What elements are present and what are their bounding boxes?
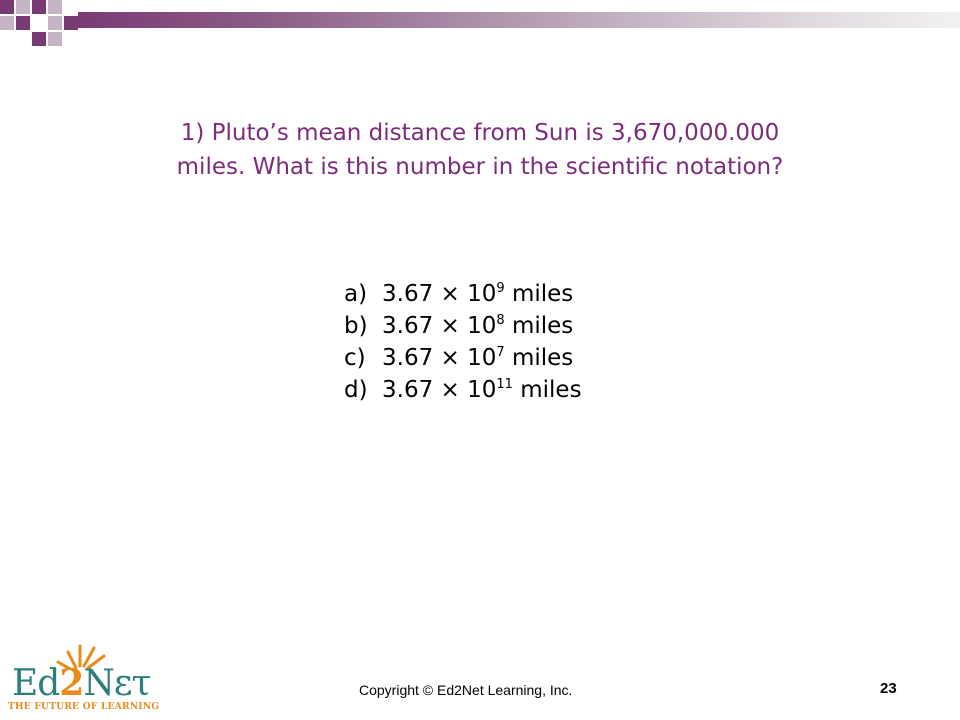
option-unit: miles	[504, 345, 574, 371]
option-c	[344, 342, 582, 374]
option-a	[344, 278, 582, 310]
question-line-1: 1) Pluto’s mean distance from Sun is 3,670,000.000	[180, 120, 780, 146]
logo-tagline: THE FUTURE OF LEARNING	[8, 702, 160, 712]
option-exponent: 9	[496, 281, 505, 296]
header-gradient-bar	[78, 12, 960, 28]
option-letter: d)	[344, 377, 368, 403]
option-letter: a)	[344, 281, 368, 307]
ed2net-logo	[8, 640, 160, 716]
option-b	[344, 310, 582, 342]
answer-options	[344, 278, 582, 406]
option-unit: miles	[504, 313, 574, 339]
logo-ed: Ed	[12, 663, 60, 704]
logo-net: Nετ	[83, 663, 151, 704]
copyright-text: Copyright © Ed2Net Learning, Inc.	[359, 682, 573, 698]
option-base: 3.67 × 10	[382, 313, 497, 339]
decorative-squares	[0, 0, 80, 60]
logo-wordmark	[12, 662, 150, 704]
page-number: 23	[880, 680, 897, 697]
option-letter: b)	[344, 313, 368, 339]
option-base: 3.67 × 10	[382, 345, 497, 371]
option-base: 3.67 × 10	[382, 281, 497, 307]
question-text	[100, 116, 860, 184]
option-unit: miles	[504, 281, 574, 307]
option-base: 3.67 × 10	[382, 377, 497, 403]
header-decoration	[0, 0, 960, 60]
option-exponent: 7	[496, 345, 505, 360]
option-exponent: 11	[496, 377, 513, 392]
option-d	[344, 374, 582, 406]
option-unit: miles	[512, 377, 582, 403]
question-line-2: miles. What is this number in the scientific notation?	[176, 154, 784, 180]
option-letter: c)	[344, 345, 366, 371]
logo-two: 2	[59, 662, 84, 704]
option-exponent: 8	[496, 313, 505, 328]
